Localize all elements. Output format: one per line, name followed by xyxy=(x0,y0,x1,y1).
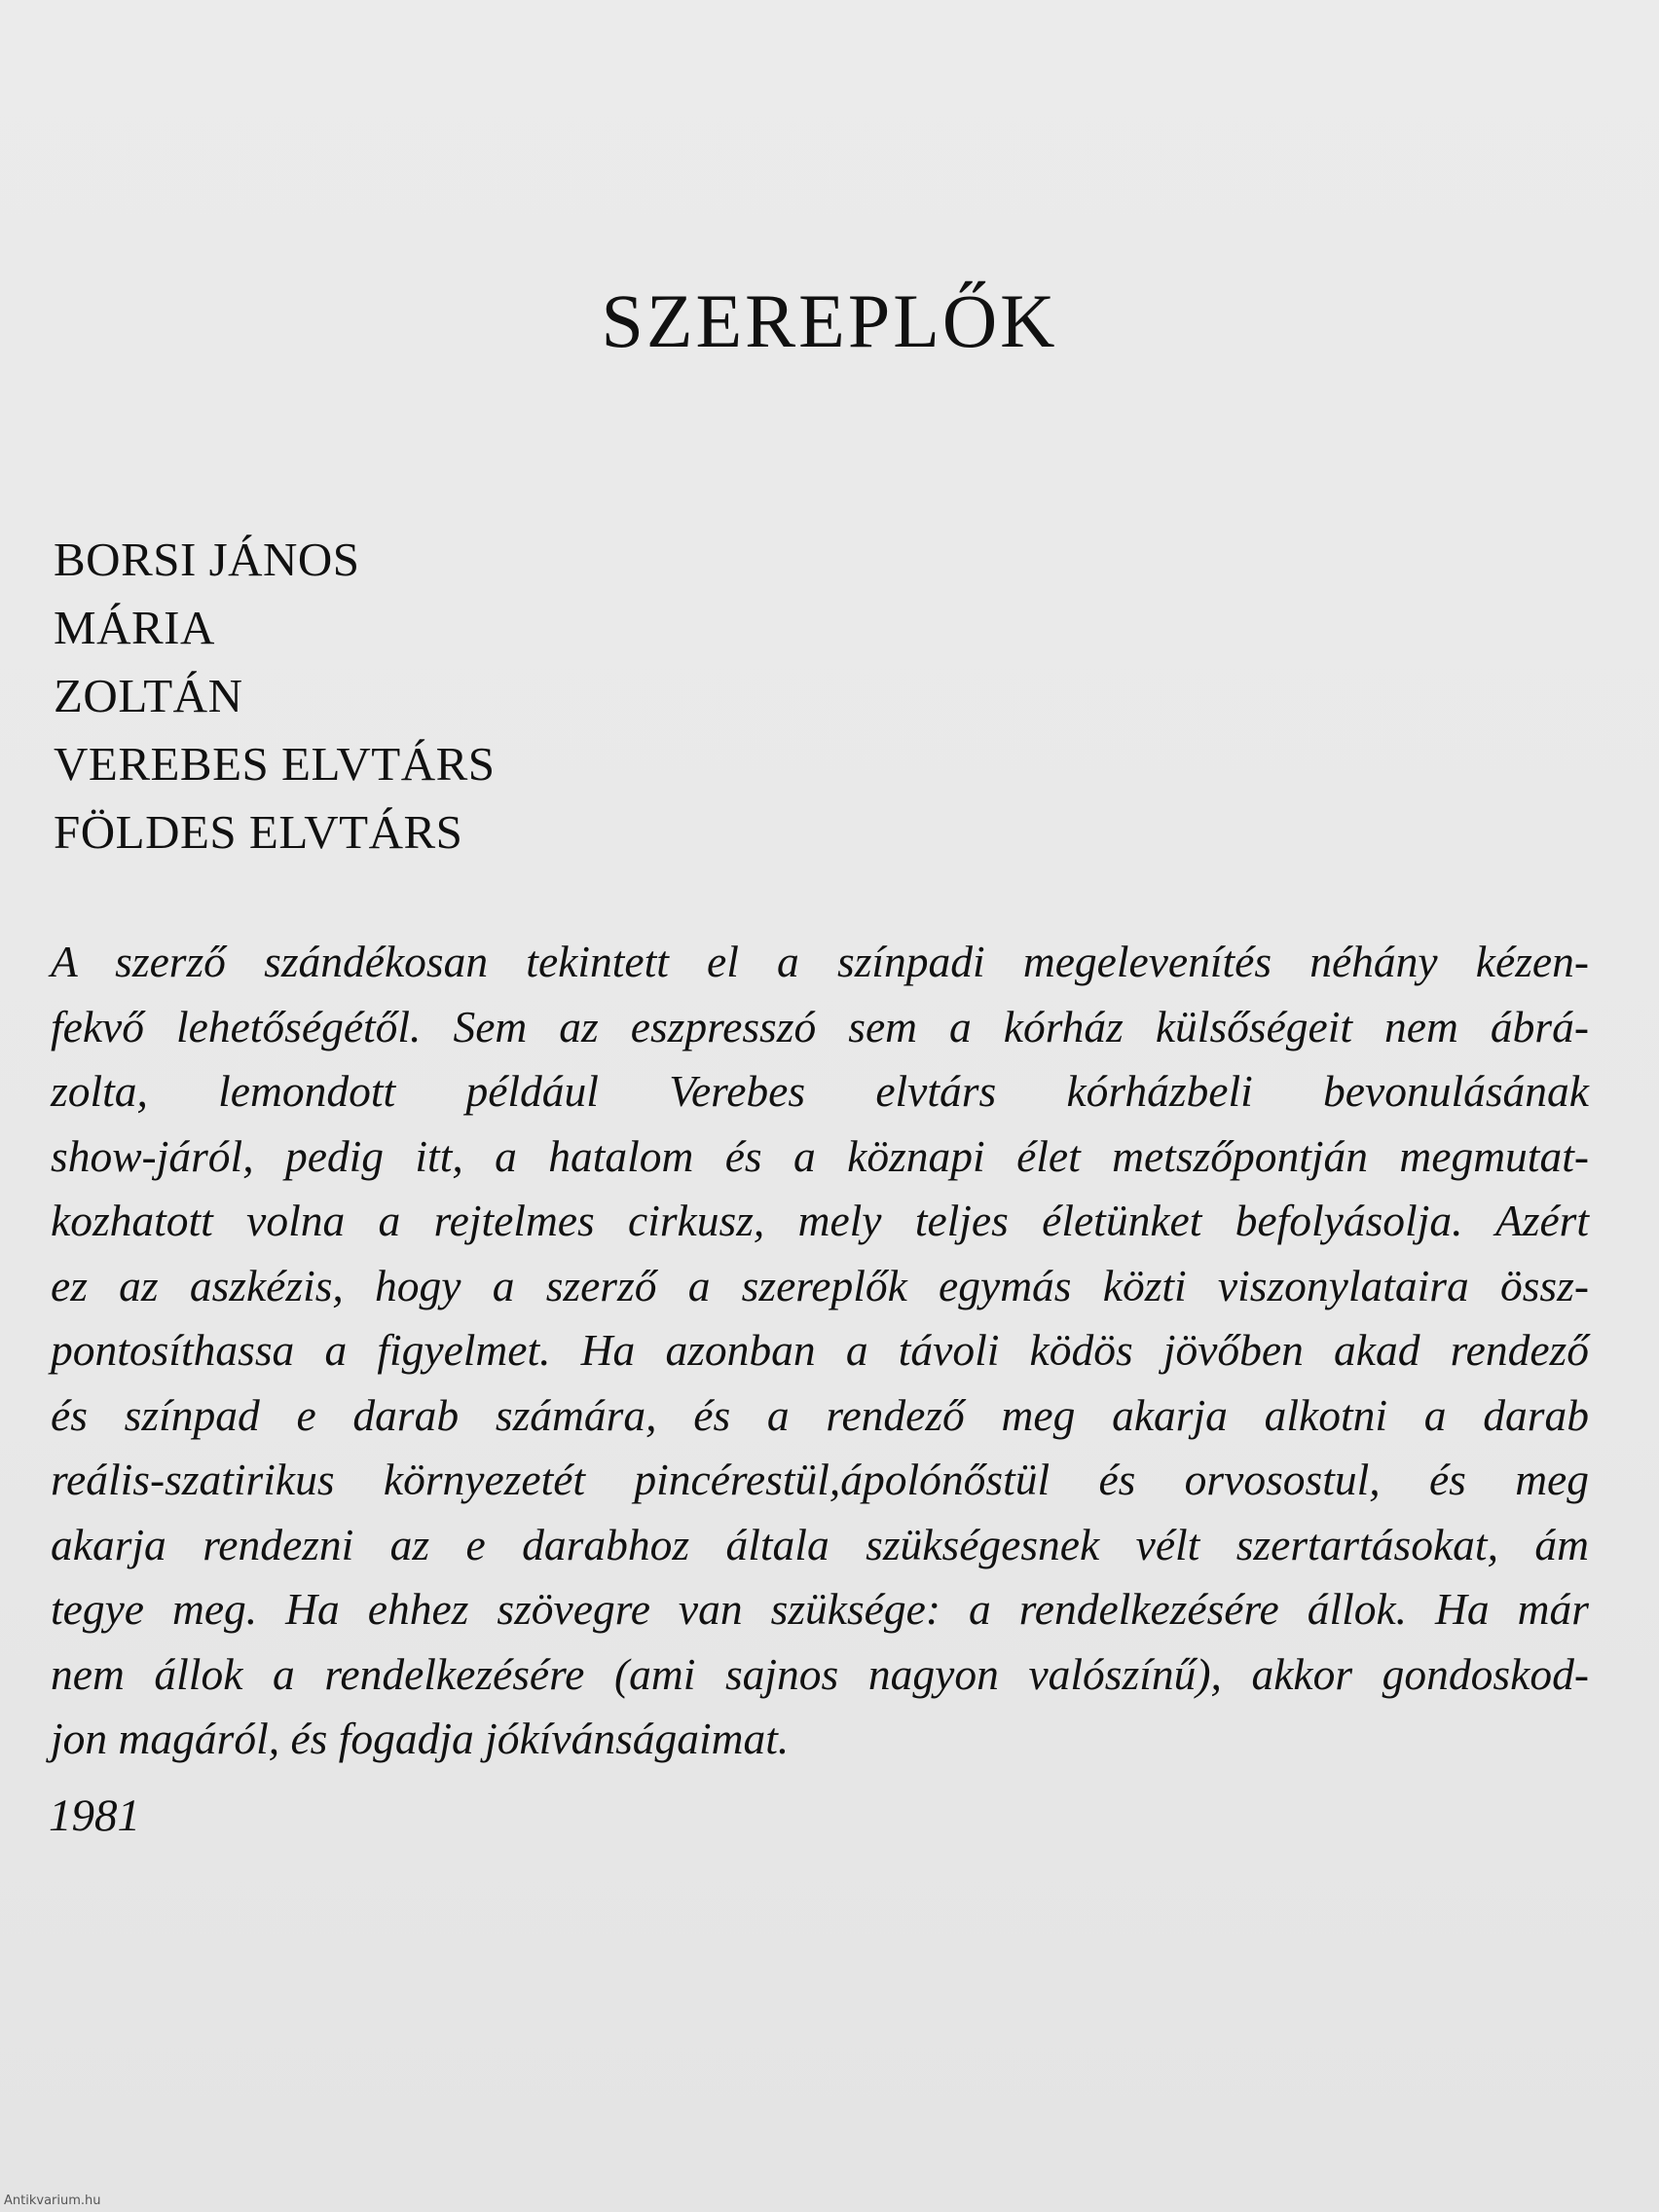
cast-list xyxy=(54,526,496,866)
cast-item: FÖLDES ELVTÁRS xyxy=(54,805,463,859)
watermark-logo: Antikvarium.hu xyxy=(4,2194,101,2208)
author-note xyxy=(51,930,1589,1772)
cast-item: MÁRIA xyxy=(54,601,215,654)
page-title: SZEREPLŐK xyxy=(601,278,1058,363)
note-line: show-járól, pedig itt, a hatalom és a köznapi élet metszőpontján megmutat- xyxy=(51,1130,1589,1181)
note-line: pontosíthassa a figyelmet. Ha azonban a távoli ködös jövőben akad rendező xyxy=(51,1325,1589,1375)
note-line: jon magáról, és fogadja jókívánságaimat. xyxy=(51,1714,790,1763)
note-line: zolta, lemondott például Verebes elvtárs kórházbeli bevonulásának xyxy=(51,1066,1589,1116)
note-line: reális-szatirikus környezetét pincérestül,ápolónőstül és orvosostul, és meg xyxy=(51,1455,1589,1504)
note-line: A szerző szándékosan tekintett el a színpadi megelevenítés néhány kézen- xyxy=(51,937,1589,986)
note-line: kozhatott volna a rejtelmes cirkusz, mely teljes életünket befolyásolja. Azért xyxy=(51,1196,1589,1245)
cast-item: ZOLTÁN xyxy=(54,669,243,722)
note-line: akarja rendezni az e darabhoz általa szükségesnek vélt szertartásokat, ám xyxy=(51,1519,1589,1569)
year-text: 1981 xyxy=(49,1790,140,1841)
note-line: és színpad e darab számára, és a rendező meg akarja alkotni a darab xyxy=(51,1389,1589,1440)
note-line: ez az aszkézis, hogy a szerző a szereplők egymás közti viszonylataira össz- xyxy=(51,1260,1589,1310)
cast-item: BORSI JÁNOS xyxy=(54,533,360,586)
note-line: nem állok a rendelkezésére (ami sajnos nagyon valószínű), akkor gondoskod- xyxy=(51,1648,1589,1699)
note-line: tegye meg. Ha ehhez szövegre van szüksége: a rendelkezésére állok. Ha már xyxy=(51,1584,1589,1634)
note-line: fekvő lehetőségétől. Sem az eszpresszó sem a kórház külsőségeit nem ábrá- xyxy=(51,1001,1589,1051)
cast-item: VEREBES ELVTÁRS xyxy=(54,737,496,791)
